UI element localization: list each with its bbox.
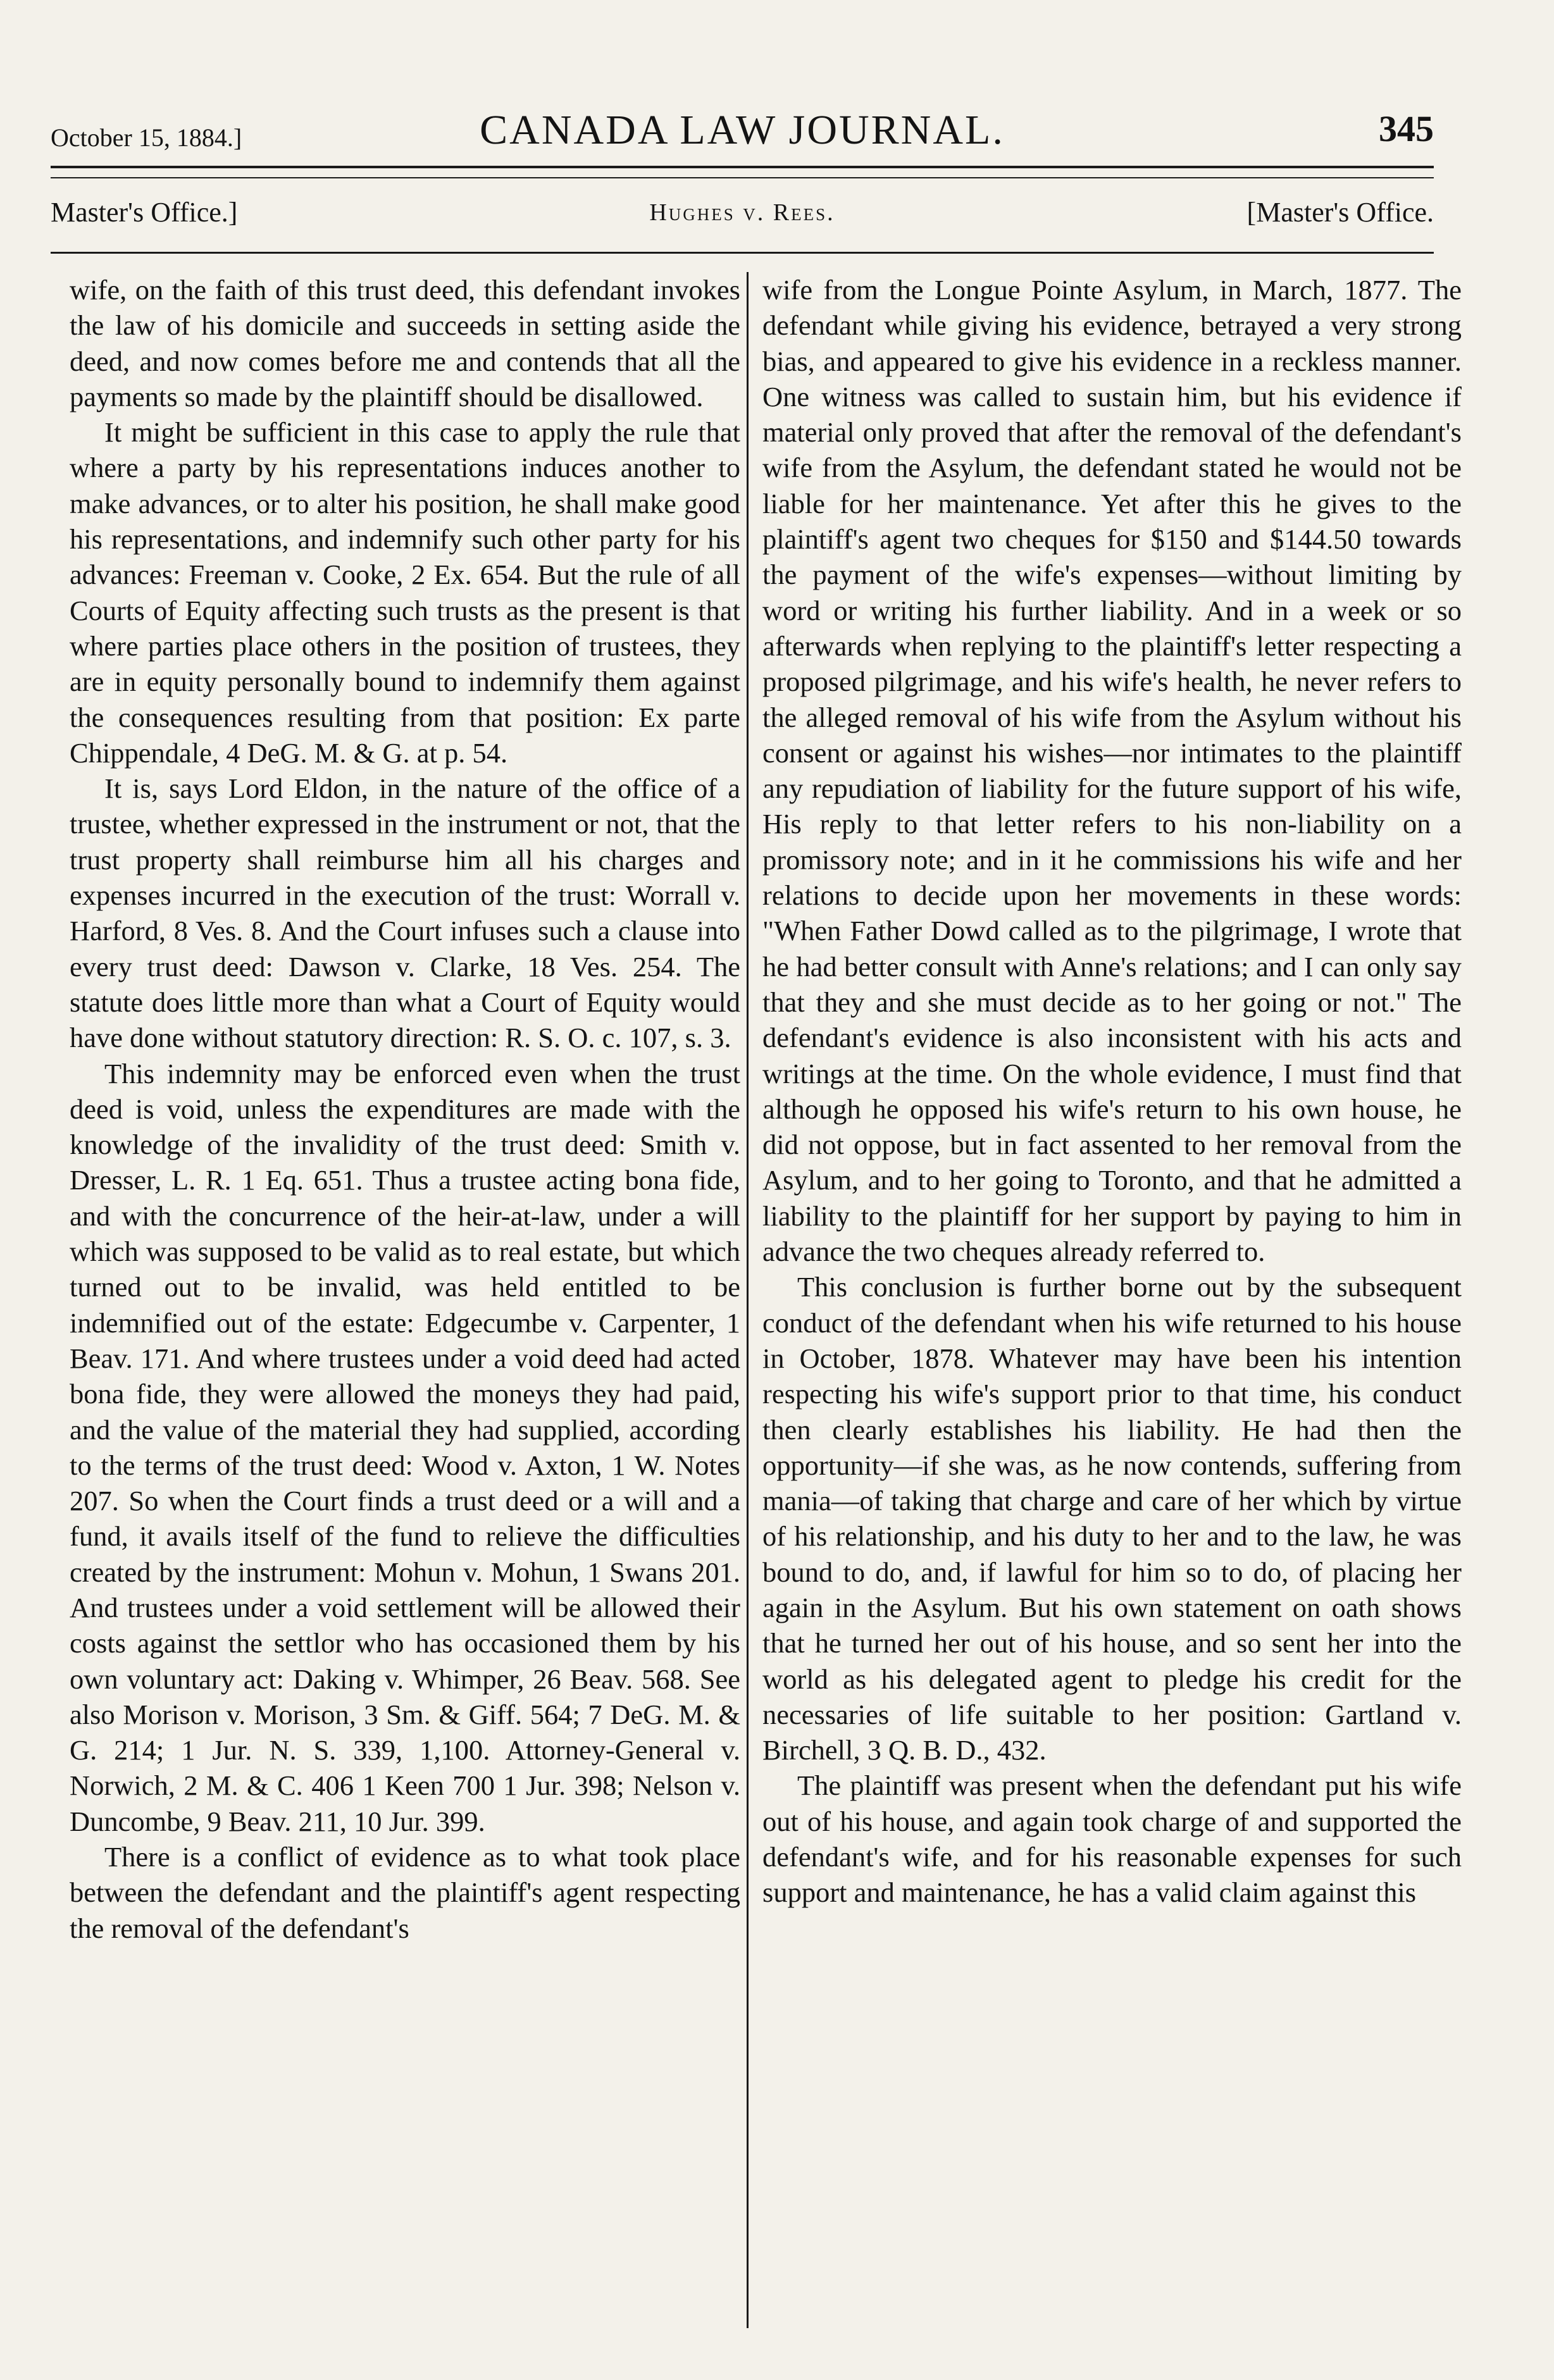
page-number: 345 [1379,108,1434,149]
header-double-rule [51,166,1434,178]
issue-date: October 15, 1884.] [51,123,242,152]
right-column [762,272,1462,1911]
paragraph: wife, on the faith of this trust deed, this defendant invokes the law of his domicile and succeeds in setting aside the deed, and now comes before me and contends that all the payments so made by the plaintiff should be disallowed. [70,274,740,412]
running-head [51,101,1434,158]
paragraph: It is, says Lord Eldon, in the nature of the office of a trustee, whether expressed in the instrument or not, that the trust property shall reimburse him all his charges and expenses incurred in the execution of the trust: Worrall v. Harford, 8 Ves. 8. And the Court infuses such a clause into every trust deed: Dawson v. Clarke, 18 Ves. 254. The statute does little more than what a Court of Equity would have done without statutory direction: R. S. O. c. 107, s. 3. [70,772,740,1054]
case-header-right: [Master's Office. [1246,197,1434,228]
paragraph: It might be sufficient in this case to apply the rule that where a party by his representations induces another to make advances, or to alter his position, he shall make good his representations, and indemnify such other party for his advances: Freeman v. Cooke, 2 Ex. 654. But the rule of all Courts of Equity affecting such trusts as the present is that where parties place others in the position of trustees, they are in equity personally bound to indemnify them against the consequences resulting from that position: Ex parte Chippendale, 4 DeG. M. & G. at p. 54. [70,416,740,769]
journal-title: CANADA LAW JOURNAL. [480,107,1005,153]
case-header-left: Master's Office.] [51,197,238,228]
paragraph: The plaintiff was present when the defendant put his wife out of his house, and again took charge of and supported the defendant's wife, and for his reasonable expenses for such support and maintenance, he has a valid claim against this [762,1770,1462,1909]
case-title: Hughes v. Rees. [649,199,835,226]
paragraph: There is a conflict of evidence as to what took place between the defendant and the plaintiff's agent respecting the removal of the defendant's [70,1841,740,1944]
paragraph: This conclusion is further borne out by the subsequent conduct of the defendant when his wife returned to his house in October, 1878. Whatever may have been his intention respecting his wife's support prior to that time, his conduct then clearly establishes his liability. He had then the opportunity—if she was, as he now contends, suffering from mania—of taking that charge and care of her which by virtue of his relationship, and his duty to her and to the law, he was bound to do, and, if lawful for him so to do, of placing her again in the Asylum. But his own statement on oath shows that he turned her out of his house, and so sent her into the world as his delegated agent to pledge his credit for the necessaries of life suitable to her position: Gartland v. Birchell, 3 Q. B. D., 432. [762,1271,1462,1766]
header-rule [51,252,1434,254]
column-divider [747,272,749,2328]
left-column [70,272,740,1946]
paragraph: wife from the Longue Pointe Asylum, in March, 1877. The defendant while giving his evidence, betrayed a very strong bias, and appeared to give his evidence in a reckless manner. One witness was called to sustain him, but his evidence if material only proved that after the removal of the defendant's wife from the Asylum, the defendant stated he would not be liable for her maintenance. Yet after this he gives to the plaintiff's agent two cheques for $150 and $144.50 towards the payment of the wife's expenses—without limiting by word or writing his further liability. And in a week or so afterwards when replying to the plaintiff's letter respecting a proposed pilgrimage, and his wife's health, he never refers to the alleged removal of his wife from the Asylum without his consent or against his wishes—nor intimates to the plaintiff any repudiation of liability for the future support of his wife, His reply to that letter refers to his non-liability on a promissory note; and in it he commissions his wife and her relations to decide upon her movements in these words: "When Father Dowd called as to the pilgrimage, I wrote that he had better consult with Anne's relations; and I can only say that they and she must decide as to her going or not." The defendant's evidence is also inconsistent with his acts and writings at the time. On the whole evidence, I must find that although he opposed his wife's return to his own house, he did not oppose, but in fact assented to her removal from the Asylum, and to her going to Toronto, and that he admitted a liability to the plaintiff for her support by paying to him in advance the two cheques already referred to. [762,274,1462,1268]
paragraph: This indemnity may be enforced even when the trust deed is void, unless the expenditures are made with the knowledge of the invalidity of the trust deed: Smith v. Dresser, L. R. 1 Eq. 651. Thus a trustee acting bona fide, and with the concurrence of the heir-at-law, under a will which was supposed to be valid as to real estate, but which turned out to be invalid, was held entitled to be indemnified out of the estate: Edgecumbe v. Carpenter, 1 Beav. 171. And where trustees under a void deed had acted bona fide, they were allowed the moneys they had paid, and the value of the material they had supplied, according to the terms of the trust deed: Wood v. Axton, 1 W. Notes 207. So when the Court finds a trust deed or a will and a fund, it avails itself of the fund to relieve the difficulties created by the instrument: Mohun v. Mohun, 1 Swans 201. And trustees under a void settlement will be allowed their costs against the settlor who has occasioned them by his own voluntary act: Daking v. Whimper, 26 Beav. 568. See also Morison v. Morison, 3 Sm. & Giff. 564; 7 DeG. M. & G. 214; 1 Jur. N. S. 339, 1,100. Attorney-General v. Norwich, 2 M. & C. 406 1 Keen 700 1 Jur. 398; Nelson v. Duncombe, 9 Beav. 211, 10 Jur. 399. [70,1057,740,1837]
case-header [51,196,1434,240]
